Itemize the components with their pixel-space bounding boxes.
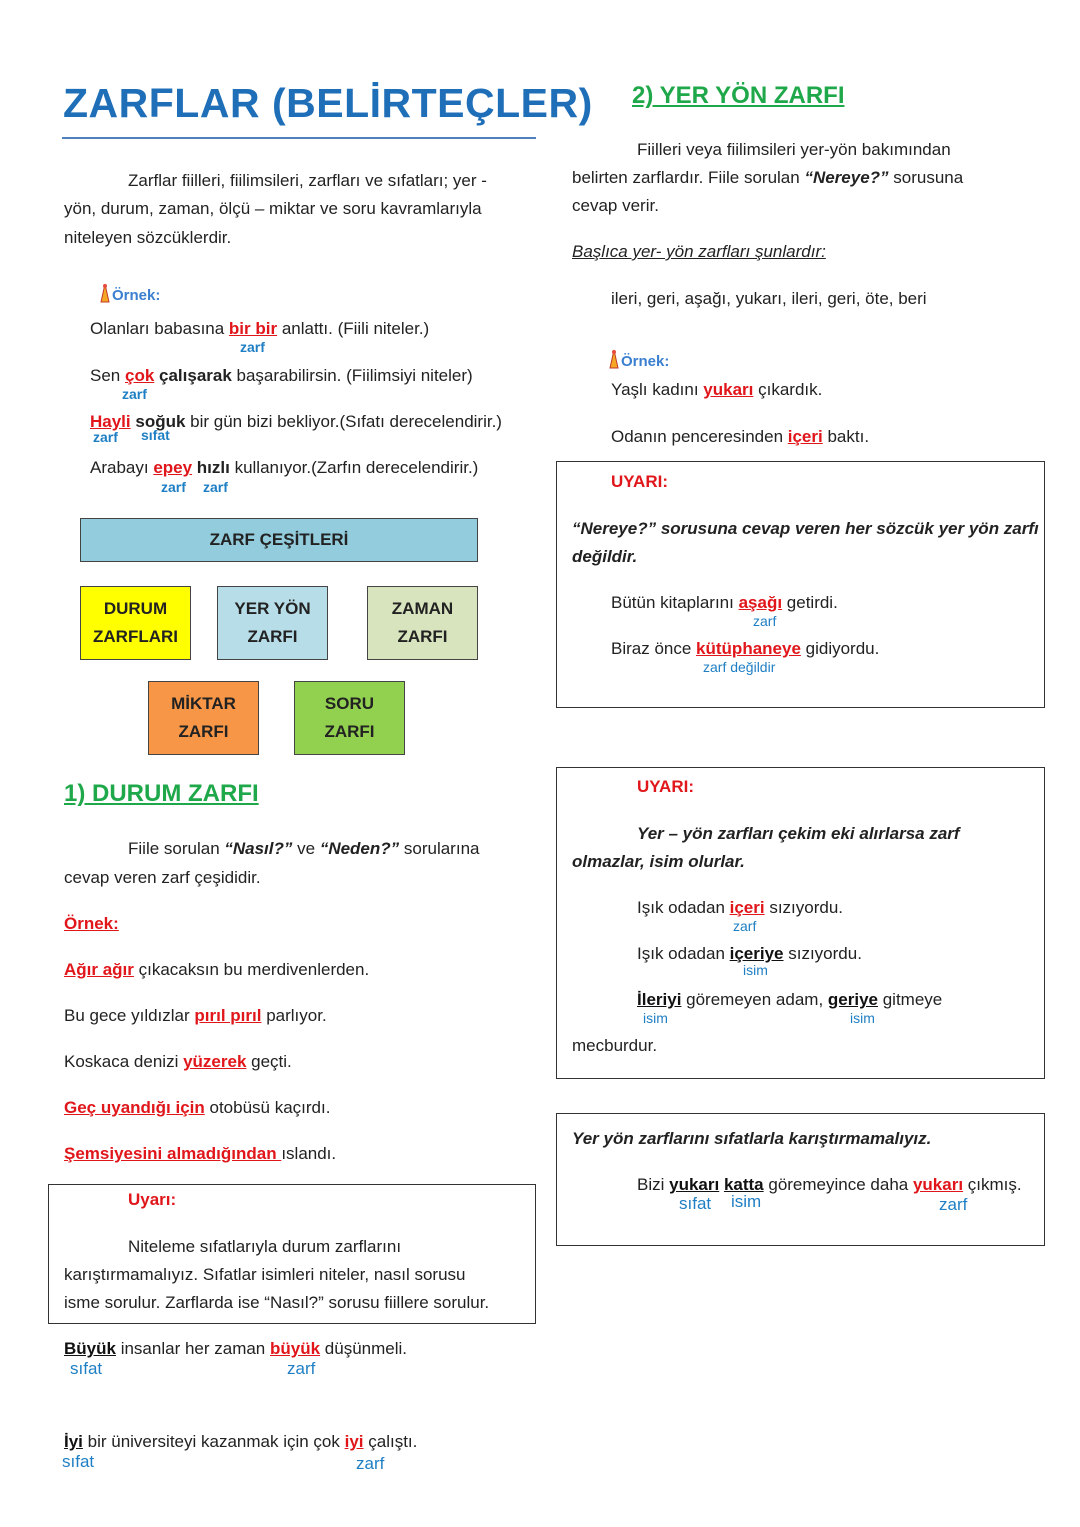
yer-example-1: Yaşlı kadını yukarı çıkardık.	[611, 380, 823, 399]
yer-desc-2: belirten zarflardır. Fiile sorulan “Nereye?” sorusuna	[572, 168, 964, 187]
intro-example-1: Olanları babasına bir bir anlattı. (Fiili niteler.)	[90, 319, 430, 338]
type-zaman: ZAMAN ZARFI	[367, 586, 478, 660]
tag-zarf: zarf	[939, 1195, 968, 1214]
tag-sifat: sıfat	[62, 1452, 95, 1471]
intro-line-2: yön, durum, zaman, ölçü – miktar ve soru kavramlarıyla	[64, 199, 482, 218]
yer-warning-2-line-1: Yer – yön zarfları çekim eki alırlarsa zarf	[637, 824, 960, 843]
yer-list: ileri, geri, aşağı, yukarı, ileri, geri, öte, beri	[611, 289, 927, 308]
tag-zarf: zarf	[203, 479, 228, 495]
tag-zarf: zarf	[122, 386, 147, 402]
durum-example-1: Ağır ağır çıkacaksın bu merdivenlerden.	[64, 960, 370, 979]
ornek-label-1: Örnek:	[98, 282, 160, 304]
tag-zarf: zarf	[753, 613, 777, 629]
tag-zarf: zarf	[287, 1359, 316, 1378]
pencil-icon	[98, 282, 112, 304]
yer-warning-2-line-2: olmazlar, isim olurlar.	[572, 852, 745, 871]
durum-compare-2: İyi bir üniversiteyi kazanmak için çok iyi çalıştı.	[64, 1432, 418, 1451]
yer-list-title: Başlıca yer- yön zarfları şunlardır:	[572, 242, 826, 261]
durum-warning-title: Uyarı:	[128, 1190, 177, 1209]
type-miktar: MİKTAR ZARFI	[148, 681, 259, 755]
type-yer-yon: YER YÖN ZARFI	[217, 586, 328, 660]
intro-example-4: Arabayı epey hızlı kullanıyor.(Zarfın derecelendirir.)	[90, 458, 479, 477]
durum-compare-1: Büyük insanlar her zaman büyük düşünmeli.	[64, 1339, 407, 1358]
type-soru: SORU ZARFI	[294, 681, 405, 755]
intro-example-2: Sen çok çalışarak başarabilirsin. (Fiilimsiyi niteler)	[90, 366, 473, 385]
yer-warning-3-line-1: Yer yön zarflarını sıfatlarla karıştırmamalıyız.	[572, 1129, 932, 1148]
intro-line-3: niteleyen sözcüklerdir.	[64, 228, 232, 247]
types-header: ZARF ÇEŞİTLERİ	[80, 518, 478, 562]
tag-isim: isim	[643, 1010, 668, 1026]
yer-warning-2-example-3-cont: mecburdur.	[572, 1036, 658, 1055]
page-title: ZARFLAR (BELİRTEÇLER)	[63, 80, 593, 126]
durum-warning-line-3: isme sorulur. Zarflarda ise “Nasıl?” sorusu fiillere sorulur.	[64, 1293, 490, 1312]
tag-zarf: zarf	[93, 429, 118, 445]
yer-warning-2-example-1: Işık odadan içeri sızıyordu.	[637, 898, 844, 917]
yer-desc-1: Fiilleri veya fiilimsileri yer-yön bakımından	[637, 140, 951, 159]
yer-warning-2-example-3: İleriyi göremeyen adam, geriye gitmeye	[637, 990, 943, 1009]
tag-zarf: zarf	[733, 918, 757, 934]
yer-warning-2-example-2: Işık odadan içeriye sızıyordu.	[637, 944, 862, 963]
durum-example-4: Geç uyandığı için otobüsü kaçırdı.	[64, 1098, 331, 1117]
tag-isim: isim	[743, 962, 768, 978]
pencil-icon	[607, 348, 621, 370]
yer-warning-title-2: UYARI:	[637, 777, 694, 796]
durum-ornek-label: Örnek:	[64, 914, 119, 933]
durum-heading: 1) DURUM ZARFI	[64, 780, 259, 807]
durum-example-3: Koskaca denizi yüzerek geçti.	[64, 1052, 292, 1071]
tag-zarf: zarf	[356, 1454, 385, 1473]
tag-zarf: zarf	[161, 479, 186, 495]
yer-example-2: Odanın penceresinden içeri baktı.	[611, 427, 870, 446]
durum-warning-line-2: karıştırmamalıyız. Sıfatlar isimleri niteler, nasıl sorusu	[64, 1265, 466, 1284]
durum-desc-2: cevap veren zarf çeşididir.	[64, 868, 261, 887]
yer-warning-box-1	[556, 461, 1045, 708]
yer-warning-3-example: Bizi yukarı katta göremeyince daha yukarı çıkmış.	[637, 1175, 1022, 1194]
durum-warning-line-1: Niteleme sıfatlarıyla durum zarflarını	[128, 1237, 402, 1256]
title-underline	[62, 137, 536, 139]
durum-example-5: Şemsiyesini almadığından ıslandı.	[64, 1144, 337, 1163]
tag-sifat: sıfat	[141, 427, 170, 443]
tag-isim: isim	[850, 1010, 875, 1026]
yer-warning-1-line-2: değildir.	[572, 547, 638, 566]
ornek-label-2: Örnek:	[607, 348, 669, 370]
yer-desc-3: cevap verir.	[572, 196, 659, 215]
yer-warning-1-example-1: Bütün kitaplarını aşağı getirdi.	[611, 593, 838, 612]
tag-zarf: zarf	[240, 339, 265, 355]
yer-warning-title-1: UYARI:	[611, 472, 668, 491]
yer-warning-1-line-1: “Nereye?” sorusuna cevap veren her sözcük yer yön zarfı	[572, 519, 1039, 538]
durum-desc-1: Fiile sorulan “Nasıl?” ve “Neden?” sorularına	[128, 839, 480, 858]
tag-sifat: sıfat	[70, 1359, 103, 1378]
intro-example-3: Hayli soğuk bir gün bizi bekliyor.(Sıfatı derecelendirir.)	[90, 412, 502, 431]
yer-warning-box-2	[556, 767, 1045, 1079]
tag-isim: isim	[731, 1192, 762, 1211]
yer-warning-1-example-2: Biraz önce kütüphaneye gidiyordu.	[611, 639, 880, 658]
durum-example-2: Bu gece yıldızlar pırıl pırıl parlıyor.	[64, 1006, 327, 1025]
tag-zarf-degildir: zarf değildir	[703, 659, 776, 675]
type-durum: DURUM ZARFLARI	[80, 586, 191, 660]
tag-sifat: sıfat	[679, 1194, 712, 1213]
intro-line-1: Zarflar fiilleri, fiilimsileri, zarfları ve sıfatları; yer -	[128, 171, 487, 190]
yer-heading: 2) YER YÖN ZARFI	[632, 82, 845, 109]
